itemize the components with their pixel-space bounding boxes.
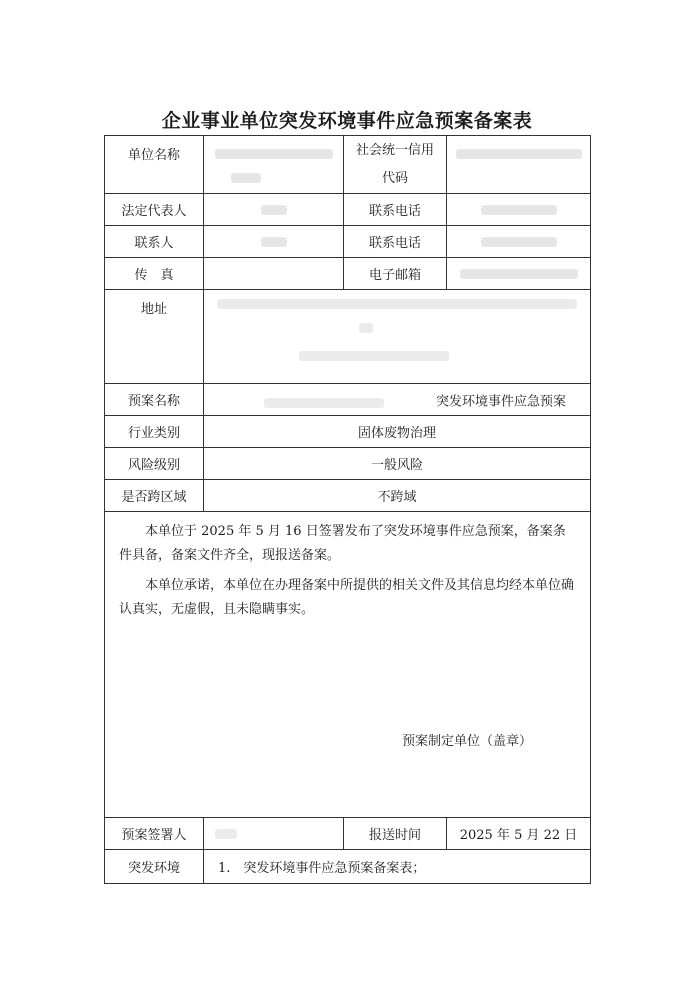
fax-value[interactable] — [204, 258, 344, 290]
redacted-text — [299, 351, 449, 361]
fax-label: 传 真 — [105, 258, 204, 290]
statement-paragraph-1: 本单位于 2025 年 5 月 16 日签署发布了突发环境事件应急预案，备案条件具备，备案文件齐全，现报送备案。 — [119, 524, 566, 563]
row-risk-level — [105, 448, 591, 480]
row-contact — [105, 226, 591, 258]
contact-label: 联系人 — [105, 226, 204, 258]
unit-name-label: 单位名称 — [105, 136, 204, 194]
phone-label-2: 联系电话 — [344, 226, 447, 258]
redacted-text — [359, 323, 373, 333]
address-label: 地址 — [105, 290, 204, 384]
credit-code-label: 社会统一信用代码 — [344, 136, 447, 194]
redacted-text — [215, 829, 237, 839]
cross-region-value[interactable]: 不跨域 — [204, 480, 591, 512]
submit-time-value[interactable]: 2025 年 5 月 22 日 — [447, 818, 591, 850]
redacted-text — [261, 205, 287, 215]
redacted-text — [231, 173, 261, 183]
email-label: 电子邮箱 — [344, 258, 447, 290]
email-value[interactable] — [447, 258, 591, 290]
row-industry — [105, 416, 591, 448]
phone-value-1[interactable] — [447, 194, 591, 226]
industry-label: 行业类别 — [105, 416, 204, 448]
attachment-item-1: 1. 突发环境事件应急预案备案表； — [204, 850, 591, 884]
statement-paragraph-2: 本单位承诺，本单位在办理备案中所提供的相关文件及其信息均经本单位确认真实，无虚假，且未隐瞒事实。 — [119, 578, 575, 617]
row-legal-rep — [105, 194, 591, 226]
statement-block — [105, 512, 591, 818]
form-title: 企业事业单位突发环境事件应急预案备案表 — [161, 110, 533, 132]
phone-value-2[interactable] — [447, 226, 591, 258]
industry-value[interactable]: 固体废物治理 — [204, 416, 591, 448]
row-fax — [105, 258, 591, 290]
redacted-text — [217, 299, 577, 309]
risk-value[interactable]: 一般风险 — [204, 448, 591, 480]
legal-rep-label: 法定代表人 — [105, 194, 204, 226]
filing-form-table — [104, 135, 591, 884]
submit-time-label: 报送时间 — [344, 818, 447, 850]
redacted-text — [460, 269, 578, 279]
plan-name-text: 突发环境事件应急预案 — [435, 394, 566, 409]
row-statement — [105, 512, 591, 818]
row-cross-region — [105, 480, 591, 512]
phone-label-1: 联系电话 — [344, 194, 447, 226]
row-attachments — [105, 850, 591, 884]
redacted-text — [261, 237, 287, 247]
attachments-label: 突发环境 — [105, 850, 204, 884]
row-address — [105, 290, 591, 384]
seal-label: 预案制定单位（盖章） — [401, 734, 532, 749]
redacted-text — [481, 237, 557, 247]
redacted-text — [481, 205, 557, 215]
signer-value[interactable] — [204, 818, 344, 850]
plan-name-label: 预案名称 — [105, 384, 204, 416]
row-signer — [105, 818, 591, 850]
risk-label: 风险级别 — [105, 448, 204, 480]
row-unit-name — [105, 136, 591, 194]
cross-region-label: 是否跨区域 — [105, 480, 204, 512]
plan-name-value[interactable] — [204, 384, 591, 416]
contact-value[interactable] — [204, 226, 344, 258]
redacted-text — [456, 149, 582, 159]
address-value[interactable] — [204, 290, 591, 384]
row-plan-name — [105, 384, 591, 416]
redacted-text — [215, 149, 333, 159]
unit-name-value[interactable] — [204, 136, 344, 194]
legal-rep-value[interactable] — [204, 194, 344, 226]
signer-label: 预案签署人 — [105, 818, 204, 850]
redacted-text — [264, 398, 384, 408]
credit-code-value[interactable] — [447, 136, 591, 194]
